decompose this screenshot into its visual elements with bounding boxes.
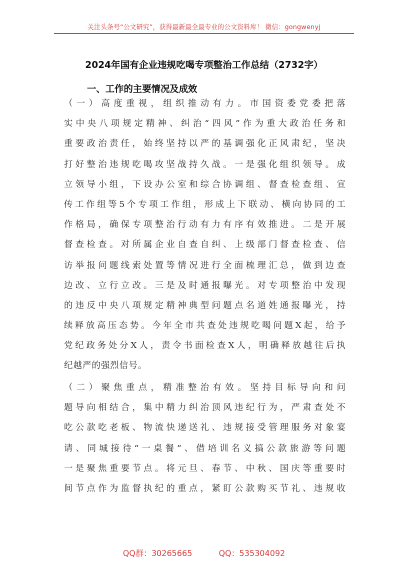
paragraph-line: 传工作组等5个专项工作组，形成上下联动、横向协同的工: [64, 199, 346, 210]
section-heading: 一、工作的主要情况及成效: [87, 84, 198, 95]
paragraph-line: 边改、立行立改。三是及时通报曝光。对专项整治中发现: [64, 280, 346, 291]
paragraph-line: 访举报问题线索处置等情况进行全面梳理汇总，做到边查: [64, 260, 346, 271]
paragraph-line: 党纪政务处分X人，责令书面检查X人，明确释放越往后执: [64, 341, 346, 352]
footer-qq-number: QQ：535304092: [218, 549, 286, 558]
paragraph-line: 重要政治责任，始终坚持以严的基调强化正风肃纪，坚决: [64, 139, 346, 150]
paragraph-line: 纪越严的强烈信号。: [64, 361, 148, 372]
top-banner: 关注头条号“公文研究”，获得最新最全最专业的公文资料库！ 微信：gongwenyj: [87, 23, 321, 31]
paragraph-1: [64, 94, 346, 377]
paragraph-line: 的违反中央八项规定精神典型问题点名道姓通报曝光，持: [64, 300, 346, 311]
paragraph-line: 间节点作为监督执纪的重点，紧盯公款购买节礼、违规收: [64, 483, 346, 494]
paragraph-line: 作格局，确保专项整治行动有力有序有效推进。二是开展: [64, 220, 346, 231]
paragraph-line: （二）聚焦重点，精准整治有效。坚持目标导向和问: [64, 383, 346, 393]
paragraph-line: 续释放高压态势。今年全市共查处违规吃喝问题X起，给予: [64, 321, 346, 332]
footer-qq-group: QQ群：30265665: [122, 549, 193, 558]
paragraph-line: 打好整治违规吃喝攻坚战持久战。一是强化组织领导。成: [64, 159, 346, 170]
document-title: 2024年国有企业违规吃喝专项整治工作总结（2732字）: [85, 60, 323, 71]
paragraph-2: [64, 378, 346, 499]
paragraph-line: 督查检查。对所属企业自查自纠、上级部门督查检查、信: [64, 240, 346, 251]
paragraph-line: 实中央八项规定精神、纠治“四风”作为重大政治任务和: [64, 119, 346, 130]
paragraph-line: 立领导小组，下设办公室和综合协调组、督查检查组、宣: [64, 179, 346, 190]
footer-contact: [0, 548, 408, 559]
paragraph-line: （一）高度重视，组织推动有力。市国资委党委把落: [64, 99, 346, 109]
paragraph-line: 吃公款吃老板、物流快递送礼、违规接受管理服务对象宴: [64, 423, 346, 434]
paragraph-line: 题导向相结合，集中精力纠治顶风违纪行为，严肃查处不: [64, 403, 346, 414]
header-divider: [54, 33, 354, 34]
paragraph-line: 一是聚焦重要节点。将元旦、春节、中秋、国庆等重要时: [64, 463, 346, 474]
paragraph-line: 请、同城接待“一桌餐”、借培训名义搞公款旅游等问题: [64, 443, 346, 454]
